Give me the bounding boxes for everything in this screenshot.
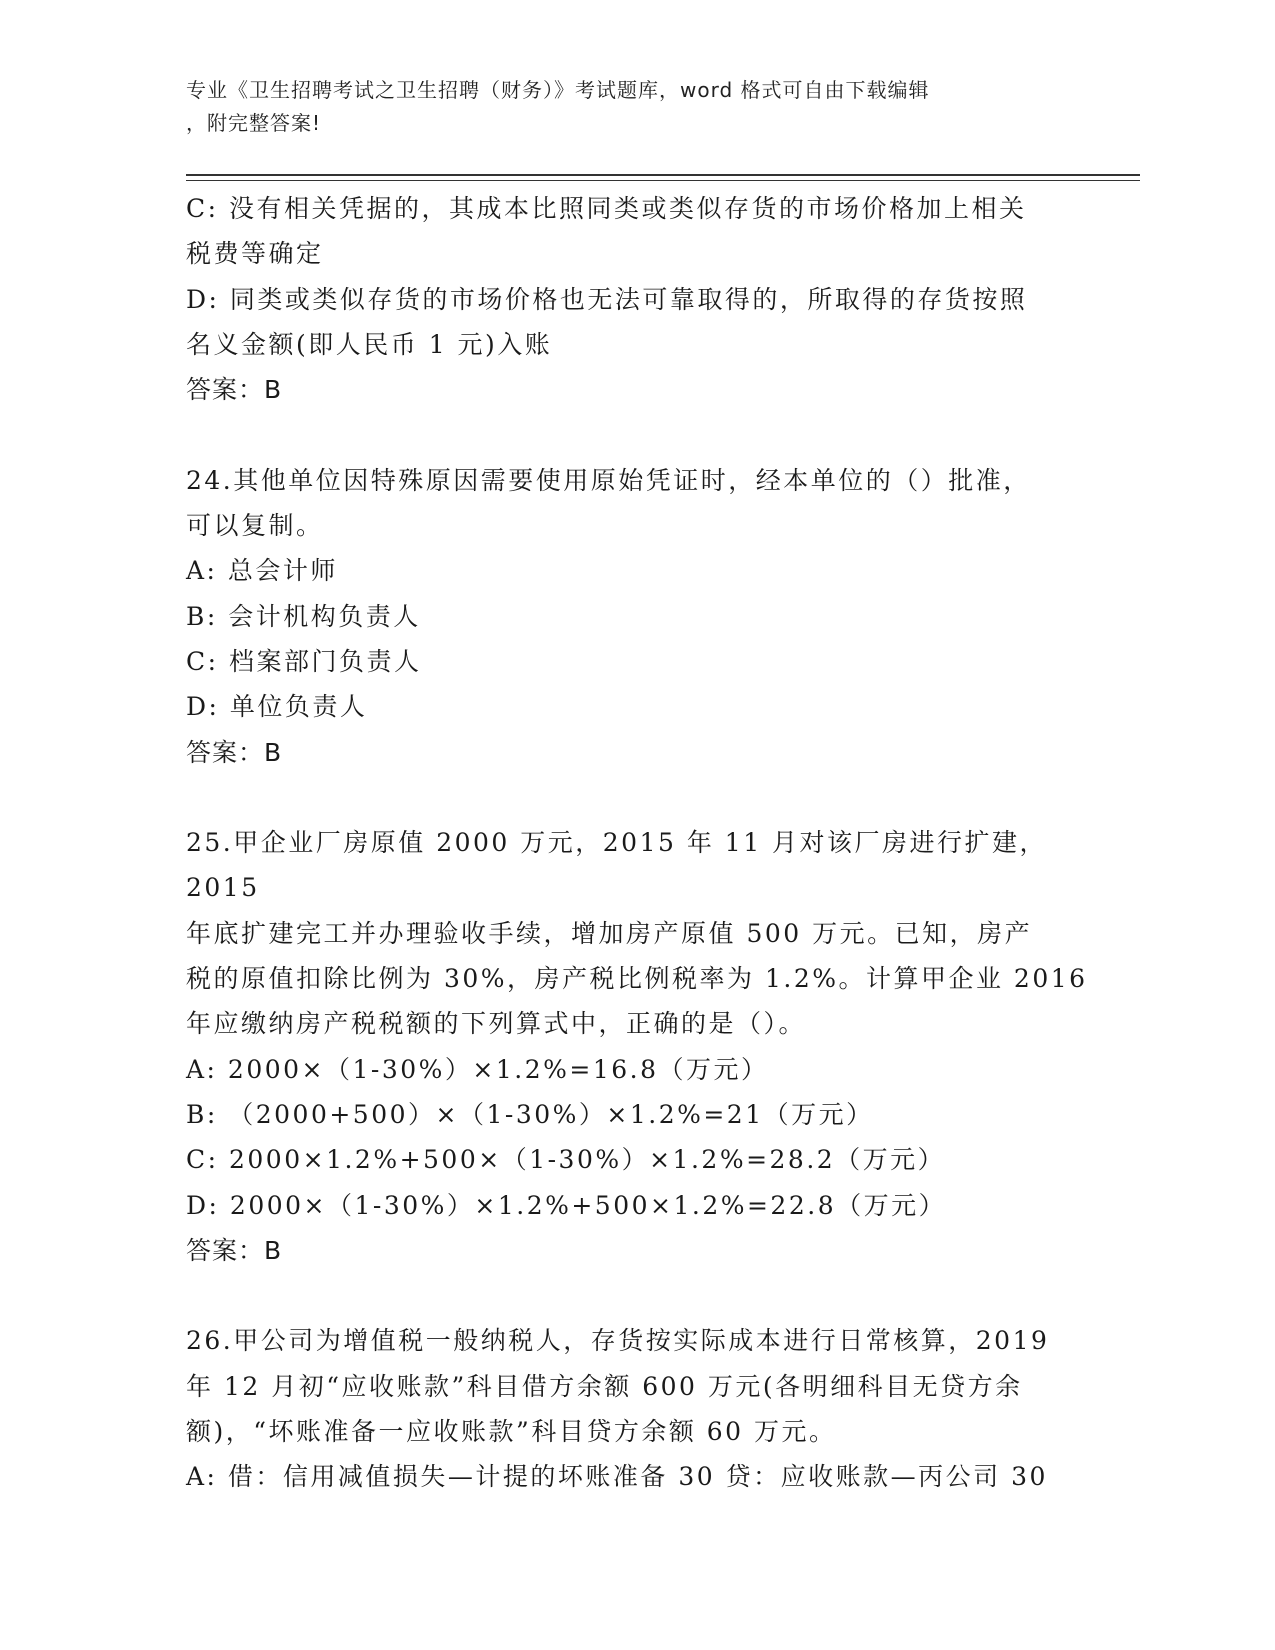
option-a: A: 2000×（1-30%）×1.2%=16.8（万元）: [186, 1054, 769, 1084]
option-c: C: 2000×1.2%+500×（1-30%）×1.2%=28.2（万元）: [186, 1145, 946, 1175]
answer: 答案：B: [186, 1235, 283, 1265]
question-stem-line-1: 25.甲企业厂房原值 2000 万元，2015 年 11 月对该厂房进行扩建，2015: [186, 828, 1048, 903]
option-c-line-2: 税费等确定: [186, 239, 324, 269]
option-d: D: 2000×（1-30%）×1.2%+500×1.2%=22.8（万元）: [186, 1190, 947, 1220]
spacer: [186, 412, 1096, 457]
question-24: [186, 458, 1096, 775]
question-stem-line-2: 年 12 月初“应收账款”科目借方余额 600 万元(各明细科目无贷方余: [186, 1371, 1023, 1401]
spacer: [186, 1273, 1096, 1318]
question-26: [186, 1318, 1096, 1499]
question-stem-line-1: 24.其他单位因特殊原因需要使用原始凭证时，经本单位的（）批准，: [186, 465, 1031, 495]
spacer: [186, 775, 1096, 820]
question-25: [186, 820, 1096, 1273]
option-a: A: 借：信用减值损失—计提的坏账准备 30 贷：应收账款—丙公司 30: [186, 1462, 1048, 1492]
question-content: [186, 186, 1096, 1500]
header-line-1: 专业《卫生招聘考试之卫生招聘（财务）》考试题库，word 格式可自由下载编辑: [186, 78, 930, 102]
option-b: B: 会计机构负责人: [186, 601, 421, 631]
answer: 答案：B: [186, 737, 283, 767]
option-c-line-1: C: 没有相关凭据的，其成本比照同类或类似存货的市场价格加上相关: [186, 194, 1027, 223]
option-d-line-1: D: 同类或类似存货的市场价格也无法可靠取得的，所取得的存货按照: [186, 284, 1028, 314]
question-stem-line-1: 26.甲公司为增值税一般纳税人，存货按实际成本进行日常核算，2019: [186, 1326, 1050, 1356]
option-d: D: 单位负责人: [186, 692, 368, 722]
option-a: A: 总会计师: [186, 556, 338, 586]
question-stem-line-3: 税的原值扣除比例为 30%，房产税比例税率为 1.2%。计算甲企业 2016: [186, 964, 1088, 994]
answer: 答案：B: [186, 375, 283, 405]
question-stem-line-2: 可以复制。: [186, 511, 324, 541]
header-rule-thin: [186, 180, 1140, 181]
header-line-2: ，附完整答案!: [186, 111, 322, 135]
question-stem-line-2: 年底扩建完工并办理验收手续，增加房产原值 500 万元。已知，房产: [186, 918, 1033, 948]
question-23: [186, 186, 1096, 412]
document-header: [186, 74, 1076, 140]
option-b: B: （2000+500）×（1-30%）×1.2%=21（万元）: [186, 1099, 874, 1129]
question-stem-line-4: 年应缴纳房产税税额的下列算式中，正确的是（）。: [186, 1009, 807, 1039]
header-rule-thick: [186, 174, 1140, 176]
option-d-line-2: 名义金额(即人民币 1 元)入账: [186, 329, 553, 359]
option-c: C: 档案部门负责人: [186, 646, 422, 676]
question-stem-line-3: 额)，“坏账准备一应收账款”科目贷方余额 60 万元。: [186, 1417, 837, 1447]
